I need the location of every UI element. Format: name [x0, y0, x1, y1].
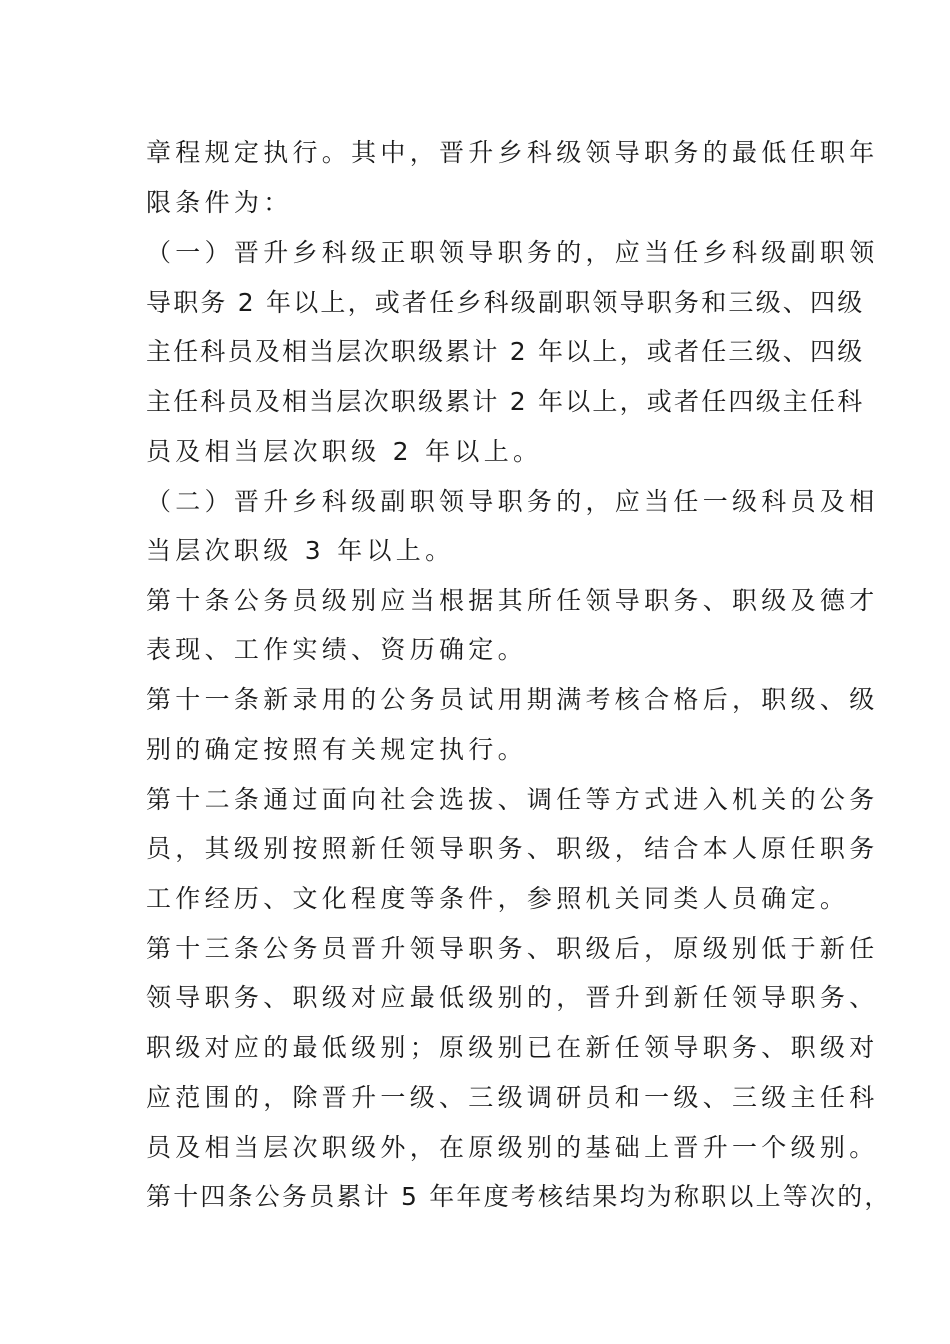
text-line: 员，其级别按照新任领导职务、职级，结合本人原任职务 — [146, 834, 879, 863]
text-line: 第十四条公务员累计 5 年年度考核结果均为称职以上等次的， — [146, 1182, 892, 1211]
text-line: （一）晋升乡科级正职领导职务的，应当任乡科级副职领 — [146, 238, 879, 267]
text-line: （二）晋升乡科级副职领导职务的，应当任一级科员及相 — [146, 487, 879, 516]
text-line: 第十一条新录用的公务员试用期满考核合格后，职级、级 — [146, 685, 879, 714]
text-line: 第十二条通过面向社会选拔、调任等方式进入机关的公务 — [146, 785, 879, 814]
text-line: 应范围的，除晋升一级、三级调研员和一级、三级主任科 — [146, 1083, 879, 1112]
text-line: 章程规定执行。其中，晋升乡科级领导职务的最低任职年 — [146, 138, 879, 167]
text-line: 职级对应的最低级别；原级别已在新任领导职务、职级对 — [146, 1033, 879, 1062]
text-line: 领导职务、职级对应最低级别的，晋升到新任领导职务、 — [146, 983, 879, 1012]
text-line: 工作经历、文化程度等条件，参照机关同类人员确定。 — [146, 884, 850, 913]
text-line: 第十三条公务员晋升领导职务、职级后，原级别低于新任 — [146, 934, 879, 963]
text-line: 别的确定按照有关规定执行。 — [146, 735, 527, 764]
text-line: 第十条公务员级别应当根据其所任领导职务、职级及德才 — [146, 586, 879, 615]
text-line: 导职务 2 年以上，或者任乡科级副职领导职务和三级、四级 — [146, 288, 865, 317]
text-line: 表现、工作实绩、资历确定。 — [146, 635, 527, 664]
text-line: 当层次职级 3 年以上。 — [146, 536, 455, 565]
text-line: 限条件为： — [146, 188, 293, 217]
text-line: 员及相当层次职级 2 年以上。 — [146, 437, 543, 466]
text-line: 主任科员及相当层次职级累计 2 年以上，或者任四级主任科 — [146, 387, 865, 416]
text-line: 员及相当层次职级外，在原级别的基础上晋升一个级别。 — [146, 1133, 879, 1162]
text-line: 主任科员及相当层次职级累计 2 年以上，或者任三级、四级 — [146, 337, 865, 366]
